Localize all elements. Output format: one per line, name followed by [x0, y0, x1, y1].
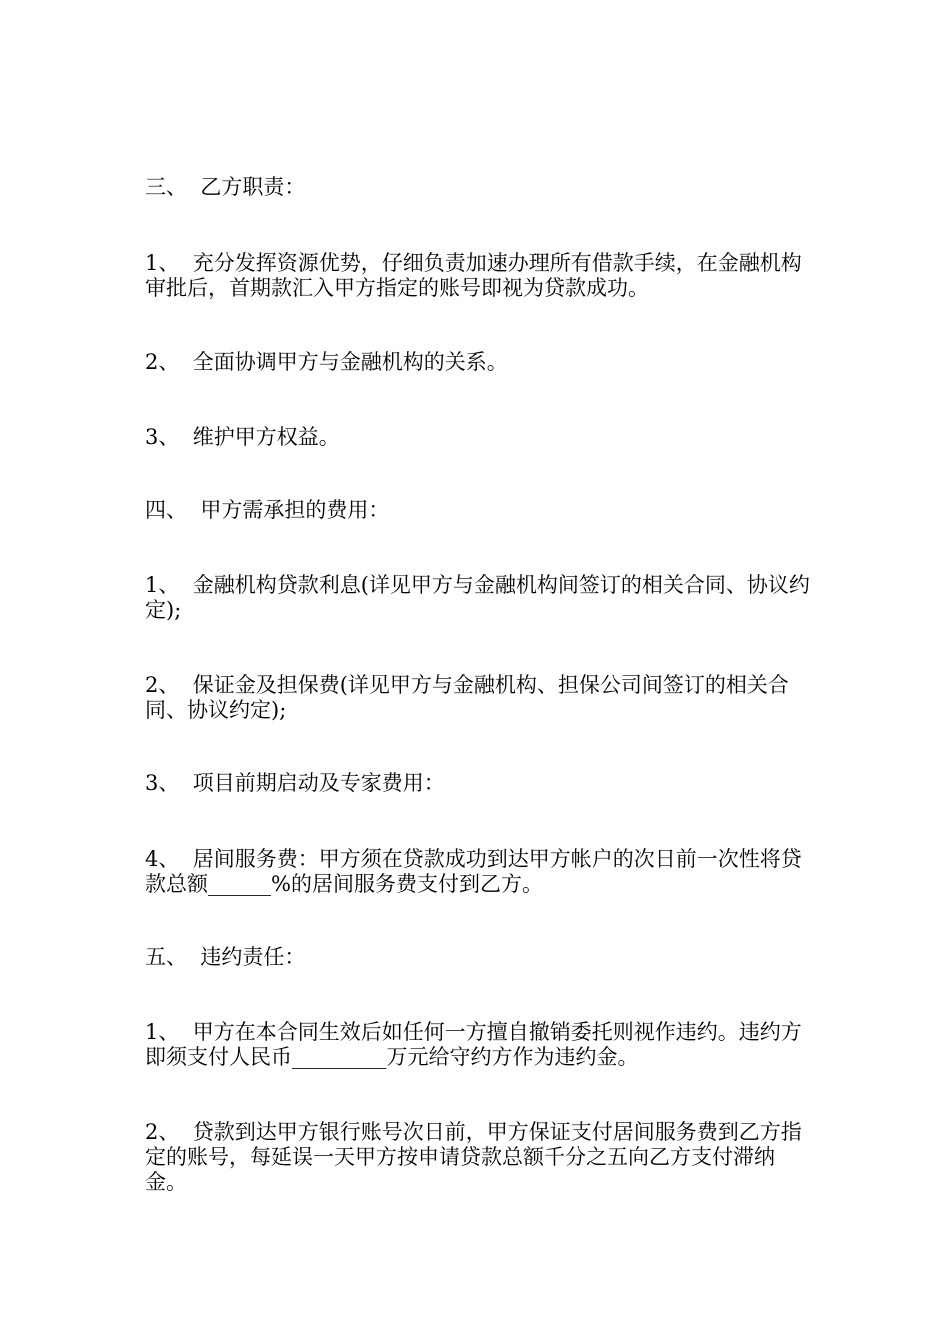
- clause-4-2: 2、 保证金及担保费(详见甲方与金融机构、担保公司间签订的相关合同、协议约定);: [145, 673, 789, 722]
- clause-3-1: 1、 充分发挥资源优势，仔细负责加速办理所有借款手续，在金融机构审批后，首期款汇入甲方指定的账号即视为贷款成功。: [145, 251, 802, 300]
- clause-4-1: 1、 金融机构贷款利息(详见甲方与金融机构间签订的相关合同、协议约定);: [145, 573, 810, 622]
- section-heading-3: 三、 乙方职责：: [145, 175, 306, 199]
- section-heading-4: 四、 甲方需承担的费用：: [145, 498, 390, 522]
- clause-5-1: 1、 甲方在本合同生效后如任何一方擅自撤销委托则视作违约。违约方即须支付人民币_________万元给守约方作为违约金。: [145, 1020, 802, 1069]
- section-heading-5: 五、 违约责任：: [145, 945, 306, 969]
- clause-4-4: 4、 居间服务费：甲方须在贷款成功到达甲方帐户的次日前一次性将贷款总额______%的居间服务费支付到乙方。: [145, 847, 802, 896]
- clause-4-3: 3、 项目前期启动及专家费用：: [145, 771, 445, 795]
- clause-5-2: 2、 贷款到达甲方银行账号次日前，甲方保证支付居间服务费到乙方指定的账号，每延误一天甲方按申请贷款总额千分之五向乙方支付滞纳金。: [145, 1120, 802, 1194]
- clause-3-3: 3、 维护甲方权益。: [145, 425, 340, 449]
- clause-3-2: 2、 全面协调甲方与金融机构的关系。: [145, 350, 508, 374]
